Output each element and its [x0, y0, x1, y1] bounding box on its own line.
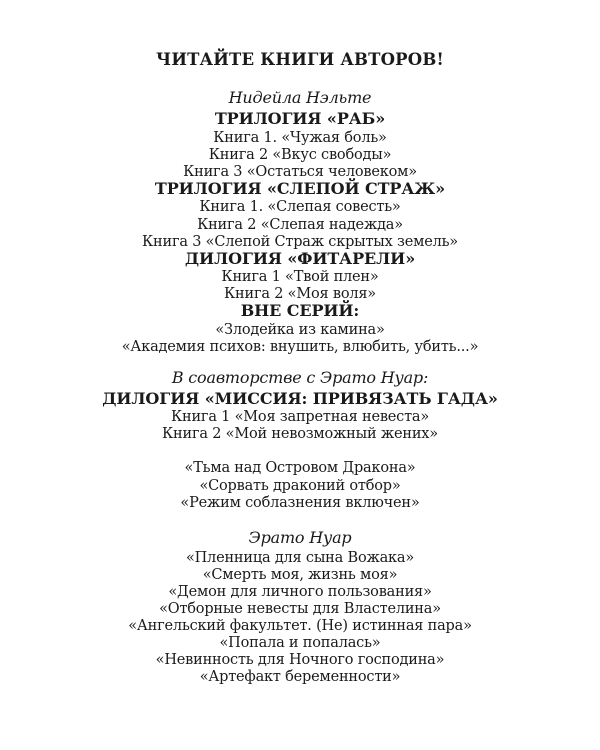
book-item: Книга 1. «Чужая боль»	[213, 130, 387, 146]
book-item: Книга 1 «Твой плен»	[221, 269, 379, 285]
book-item: Книга 2 «Слепая надежда»	[197, 217, 403, 233]
book-item: «Смерть моя, жизнь моя»	[202, 567, 398, 583]
book-item: «Артефакт беременности»	[199, 669, 401, 685]
series-title-fitareli: ДИЛОГИЯ «ФИТАРЕЛИ»	[184, 249, 416, 268]
book-item: «Академия психов: внушить, влюбить, убить...»	[121, 339, 479, 355]
coauthor-label: В соавторстве с Эрато Нуар:	[171, 368, 429, 387]
book-item: Книга 2 «Вкус свободы»	[208, 147, 392, 163]
book-item: Книга 2 «Моя воля»	[224, 286, 376, 302]
book-item: «Сорвать драконий отбор»	[199, 478, 401, 494]
standalone-title: ВНЕ СЕРИЙ:	[240, 301, 360, 320]
book-item: «Попала и попалась»	[219, 635, 381, 651]
book-item: «Ангельский факультет. (Не) истинная пара»	[128, 618, 472, 634]
series-title-strazh: ТРИЛОГИЯ «СЛЕПОЙ СТРАЖ»	[154, 179, 446, 198]
book-item: «Тьма над Островом Дракона»	[184, 460, 416, 476]
book-item: «Режим соблазнения включен»	[180, 495, 420, 511]
author-name-erato: Эрато Нуар	[248, 528, 352, 547]
book-item: «Злодейка из камина»	[215, 322, 385, 338]
book-item: «Демон для личного пользования»	[168, 584, 432, 600]
book-item: «Отборные невесты для Властелина»	[159, 601, 441, 617]
series-title-rab: ТРИЛОГИЯ «РАБ»	[214, 109, 386, 128]
book-item: Книга 3 «Слепой Страж скрытых земель»	[142, 234, 458, 250]
book-item: Книга 2 «Мой невозможный жених»	[162, 426, 438, 442]
book-item: Книга 1. «Слепая совесть»	[199, 199, 401, 215]
author-name-nideyla: Нидейла Нэльте	[228, 88, 372, 107]
book-item: «Пленница для сына Вожака»	[185, 550, 415, 566]
book-item: Книга 3 «Остаться человеком»	[183, 164, 417, 180]
series-title-missiya: ДИЛОГИЯ «МИССИЯ: ПРИВЯЗАТЬ ГАДА»	[102, 389, 498, 408]
book-item: Книга 1 «Моя запретная невеста»	[170, 409, 430, 425]
page-title: ЧИТАЙТЕ КНИГИ АВТОРОВ!	[156, 50, 444, 69]
book-item: «Невинность для Ночного господина»	[155, 652, 445, 668]
